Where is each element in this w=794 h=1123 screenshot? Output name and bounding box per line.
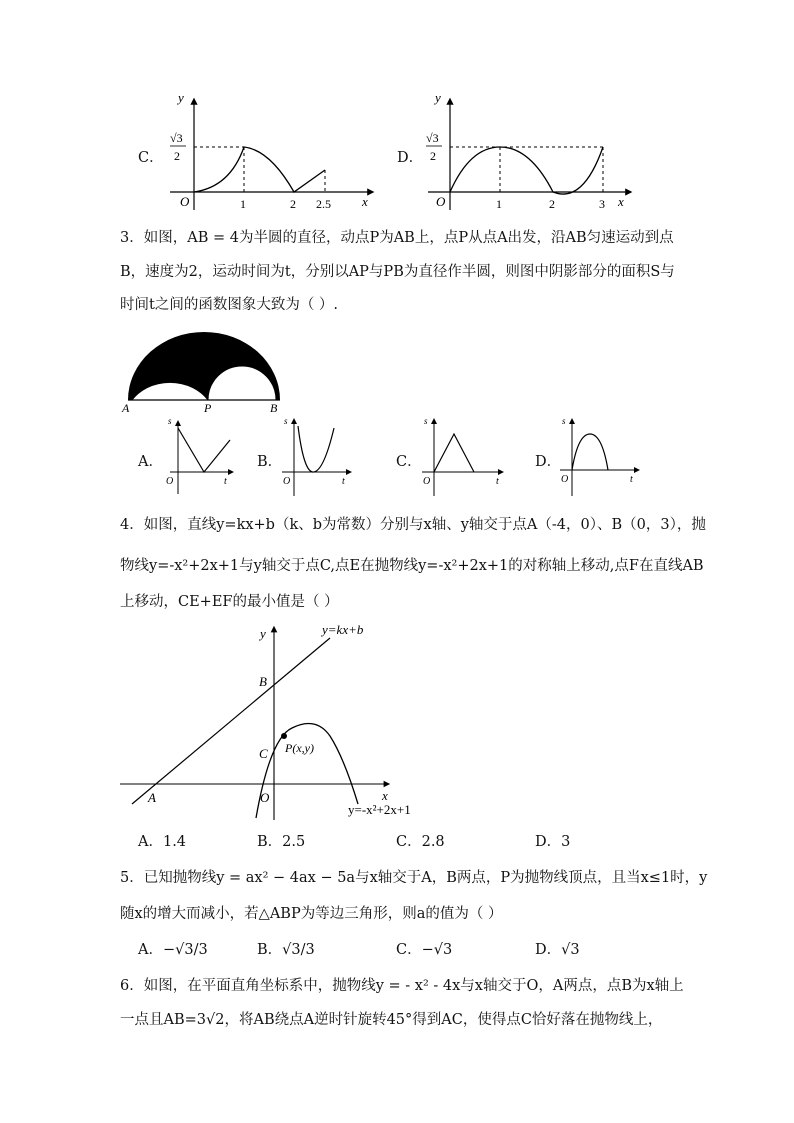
q5-option-c: C．−√3 — [396, 942, 453, 958]
line-label: y=kx+b — [322, 622, 364, 637]
option-c-label: C． — [138, 150, 164, 166]
line-ab — [132, 638, 330, 804]
y-label: y — [435, 92, 441, 105]
q3-option-c-label: C． — [396, 454, 422, 470]
q4-option-a: A．1.4 — [138, 834, 187, 850]
q3-option-a-graph — [160, 412, 240, 497]
origin-label: O — [436, 194, 446, 209]
option-d-label: D． — [397, 150, 424, 166]
svg-text:t: t — [342, 476, 345, 487]
y-label: y — [260, 626, 266, 641]
q3-option-b-label: B． — [257, 454, 283, 470]
curve — [572, 434, 608, 470]
q4-option-b: B．2.5 — [257, 834, 306, 850]
svg-text:t: t — [630, 474, 633, 485]
curve — [178, 428, 230, 472]
svg-text:s: s — [284, 416, 288, 426]
point-p: P(x,y) — [285, 741, 314, 755]
tick-1: 1 — [496, 197, 502, 211]
origin-label: O — [180, 194, 190, 209]
ymax-num: √3 — [426, 131, 439, 145]
option-d-graph — [418, 92, 638, 217]
curve — [434, 434, 474, 472]
ymax-den: 2 — [174, 149, 180, 163]
q4-line2: 物线y=-x²+2x+1与y轴交于点C,点E在抛物线y=-x²+2x+1的对称轴上移动,点F在直线AB — [120, 558, 704, 574]
q5-option-a: A．−√3/3 — [138, 942, 208, 958]
svg-text:s: s — [424, 416, 428, 426]
q4-option-c: C．2.8 — [396, 834, 445, 850]
q3-option-d-label: D． — [535, 454, 562, 470]
svg-text:s: s — [168, 416, 172, 426]
svg-text:t: t — [496, 476, 499, 487]
svg-text:O: O — [166, 476, 174, 487]
q3-option-b-graph — [278, 412, 358, 497]
q6-line2: 一点且AB=3√2，将AB绕点A逆时针旋转45°得到AC，使得点C恰好落在抛物线上， — [120, 1012, 663, 1028]
q5-line2: 随x的增大而减小，若△ABP为等边三角形，则a的值为（ ） — [120, 906, 503, 922]
x-label: x — [382, 788, 388, 803]
svg-text:O: O — [561, 474, 569, 485]
q5-line1: 5．已知抛物线y = ax² − 4ax − 5a与x轴交于A，B两点，P为抛物线顶点，且当x≤1时，y — [120, 870, 708, 886]
q4-line1: 4．如图，直线y=kx+b（k、b为常数）分别与x轴、y轴交于点A（-4，0）、B（0，3），抛 — [120, 517, 706, 533]
q4-line3: 上移动，CE+EF的最小值是（ ） — [120, 594, 339, 610]
svg-text:s: s — [562, 416, 566, 426]
q3-figure — [118, 328, 290, 416]
parabola — [256, 724, 358, 819]
point-a: A — [148, 790, 156, 805]
point-p-dot — [281, 733, 287, 739]
x-label: x — [618, 194, 624, 209]
q3-option-c-graph — [418, 412, 508, 497]
q5-option-b: B．√3/3 — [257, 942, 315, 958]
svg-text:t: t — [224, 476, 227, 487]
q3-line1: 3．如图，AB = 4为半圆的直径，动点P为AB上，点P从点A出发，沿AB匀速运动到点 — [120, 230, 674, 246]
q4-figure — [112, 618, 432, 823]
q3-option-d-graph — [556, 412, 646, 497]
y-label: y — [178, 92, 184, 105]
svg-text:O: O — [283, 476, 291, 487]
point-b: B — [259, 674, 267, 689]
q4-option-d: D．3 — [535, 834, 571, 850]
curve — [450, 147, 603, 194]
tick-1: 1 — [240, 197, 246, 211]
tick-2: 2 — [290, 197, 296, 211]
ymax-den: 2 — [430, 149, 436, 163]
q6-line1: 6．如图，在平面直角坐标系中，抛物线y = - x² - 4x与x轴交于O，A两点，点B为x轴上 — [120, 978, 684, 994]
origin-o: O — [260, 790, 270, 805]
q5-option-d: D．√3 — [535, 942, 580, 958]
point-b: B — [270, 401, 278, 415]
point-p: P — [204, 401, 212, 415]
tick-3: 3 — [599, 197, 605, 211]
ymax-num: √3 — [170, 131, 183, 145]
tick-25: 2.5 — [316, 197, 331, 211]
curve — [298, 426, 334, 472]
curve — [194, 147, 325, 192]
parabola-label: y=-x²+2x+1 — [348, 802, 411, 817]
point-a: A — [122, 401, 130, 415]
option-c-graph — [160, 92, 380, 217]
tick-2: 2 — [549, 197, 555, 211]
q3-option-a-label: A． — [138, 454, 163, 470]
point-c: C — [259, 746, 268, 761]
q3-line2: B，速度为2，运动时间为t，分别以AP与PB为直径作半圆，则图中阴影部分的面积S与 — [120, 264, 675, 280]
q3-line3: 时间t之间的函数图象大致为（ ）. — [120, 297, 339, 313]
x-label: x — [362, 194, 368, 209]
svg-text:O: O — [423, 476, 431, 487]
